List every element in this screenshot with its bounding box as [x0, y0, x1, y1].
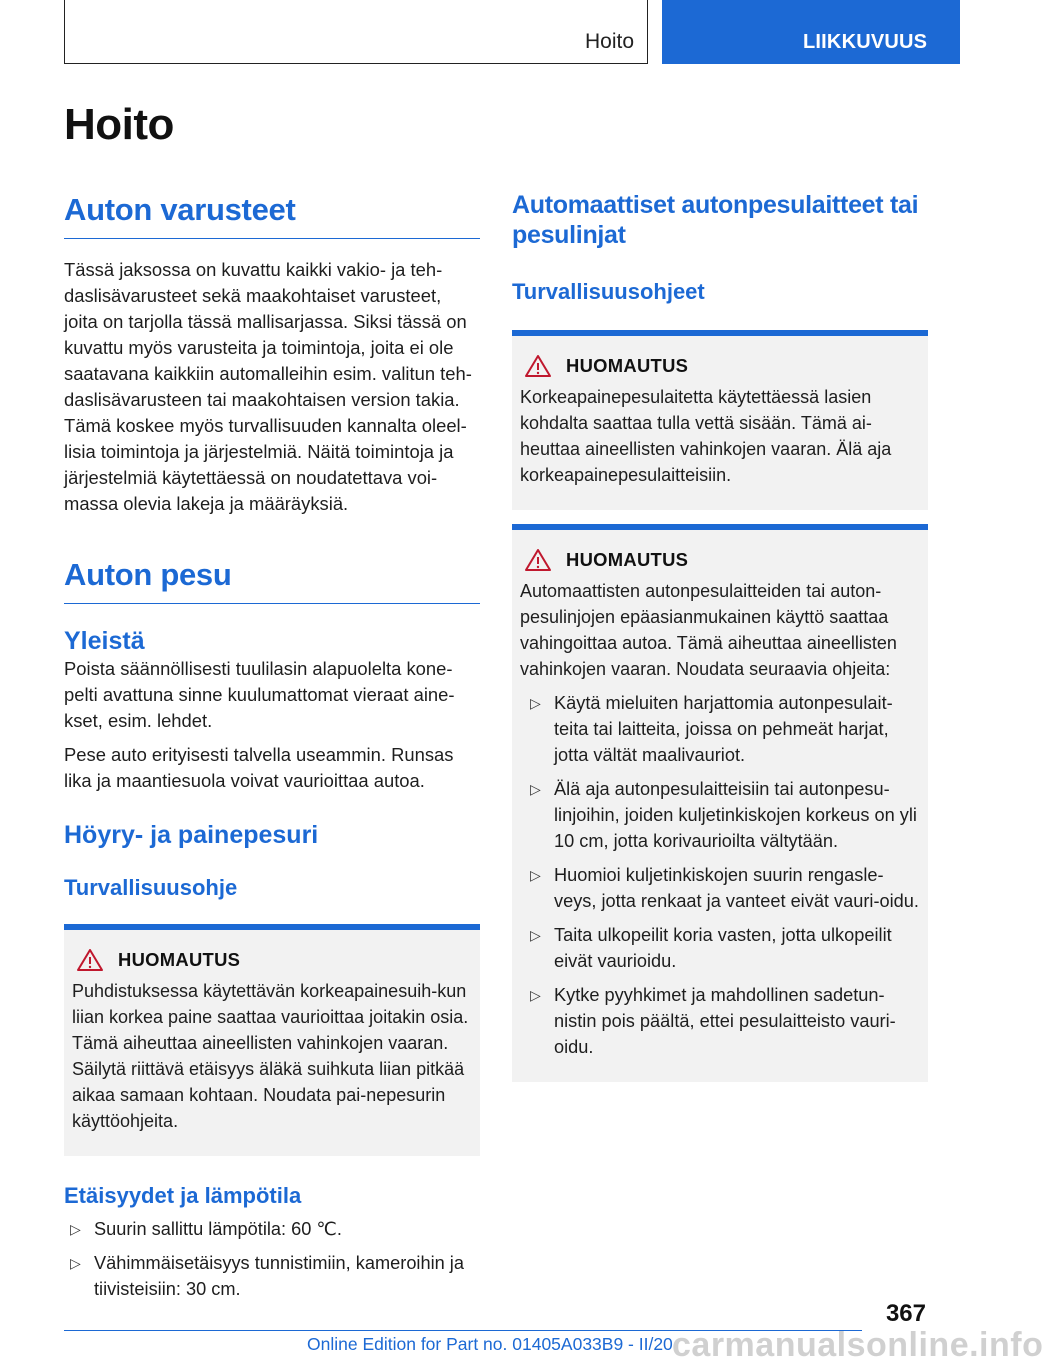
subheading-hoyry-painepesuri: Höyry- ja painepesuri: [64, 821, 319, 849]
notice-label: HUOMAUTUS: [566, 355, 689, 376]
section-heading-auton-pesu: Auton pesu: [64, 555, 480, 604]
footer-edition-text: Online Edition for Part no. 01405A033B9 - II/20: [307, 1334, 673, 1354]
header-box: [64, 0, 648, 64]
list-item: ▷ Käytä mieluiten harjattomia autonpesulait-teita tai laitteita, joissa on pehmeät harjat, jotta vältät maalivauriot.: [524, 690, 920, 768]
pesulinjat-instructions-list: [520, 690, 920, 1060]
triangle-right-bullet-icon: ▷: [530, 927, 541, 943]
notice-text: Korkeapainepesulaitetta käytettäessä lasien kohdalta saattaa tulla vettä sisään. Tämä ai-heuttaa aineellisten vahinkojen vaaran. Älä aja korkeapainepesulaitteisiin.: [520, 387, 892, 485]
subheading-yleista: Yleistä: [64, 627, 145, 655]
subheading-etaisyydet-lampotila: Etäisyydet ja lämpötila: [64, 1183, 302, 1208]
notice-label: HUOMAUTUS: [118, 949, 241, 970]
triangle-right-bullet-icon: ▷: [530, 867, 541, 883]
warning-triangle-icon: [76, 948, 104, 972]
watermark: carmanualsonline.info: [672, 1326, 1043, 1364]
varusteet-body: Tässä jaksossa on kuvattu kaikki vakio- ja teh-daslisävarusteet sekä maakohtaiset varusteet, joita on tarjolla tässä mallisarjassa. Siksi tässä on kuvattu myös varusteita ja toimintoja, joita ei ole saatavana kaikkiin automalleihin esim. valitun teh-daslisävarusteen tai maakohtaisen version takia. Tämä koskee myös turvallisuuden kannalta oleel-lisia toimintoja ja järjestelmiä. Näitä toimintoja ja järjestelmiä käytettäessä on noudatettava voi-massa olevia lakeja ja määräyksiä.: [64, 259, 472, 514]
section-heading-auton-varusteet: Auton varusteet: [64, 190, 480, 239]
page-title: Hoito: [64, 100, 174, 149]
triangle-right-bullet-icon: ▷: [530, 781, 541, 797]
list-item: ▷ Suurin sallittu lämpötila: 60 ℃.: [64, 1216, 480, 1242]
notice-header: [520, 548, 920, 572]
notice-box-korkeapaine: [512, 330, 928, 510]
triangle-right-bullet-icon: ▷: [530, 987, 541, 1003]
triangle-right-bullet-icon: ▷: [70, 1255, 81, 1271]
list-item: ▷ Vähimmäisetäisyys tunnistimiin, kameroihin ja tiivisteisiin: 30 cm.: [64, 1250, 480, 1302]
list-item: ▷ Älä aja autonpesulaitteisiin tai autonpesu-linjoihin, joiden kuljetinkiskojen korkeus on yli 10 cm, jotta korivaurioilta vältytään.: [524, 776, 920, 854]
notice-label: HUOMAUTUS: [566, 549, 689, 570]
header-section-label: Hoito: [584, 30, 634, 53]
warning-triangle-icon: [524, 354, 552, 378]
notice-text: Puhdistuksessa käytettävän korkeapainesuih-kun liian korkea paine saattaa vaurioittaa joitakin osia. Tämä aiheuttaa aineellisten vahinkojen vaaran. Säilytä riittävä etäisyys äläkä suihkuta liian pitkää aikaa samaan kohtaan. Noudata pai-nepesurin käyttöohjeita.: [72, 981, 469, 1131]
subheading-turvallisuusohje: Turvallisuusohje: [64, 875, 238, 900]
section-heading-automaattiset-pesulaitteet: Automaattiset autonpesulaitteet tai pesulinjat: [512, 191, 919, 249]
header-chapter-tab: LIIKKUVUUS: [662, 0, 960, 64]
yleista-paragraph-2: Pese auto erityisesti talvella useammin. Runsas lika ja maantiesuola voivat vaurioittaa autoa.: [64, 744, 454, 791]
notice-header: [520, 354, 920, 378]
list-item: ▷ Huomioi kuljetinkiskojen suurin rengasle-veys, jotta renkaat ja vanteet eivät vauri-oidu.: [524, 862, 920, 914]
notice-box-pesulinjat: [512, 524, 928, 1082]
triangle-right-bullet-icon: ▷: [530, 695, 541, 711]
left-column: [64, 190, 480, 1302]
notice-box-painepesuri: [64, 924, 480, 1156]
list-item: ▷ Kytke pyyhkimet ja mahdollinen sadetun-nistin pois päältä, ettei pesulaitteisto vauri-oidu.: [524, 982, 920, 1060]
warning-triangle-icon: [524, 548, 552, 572]
list-item: ▷ Taita ulkopeilit koria vasten, jotta ulkopeilit eivät vaurioidu.: [524, 922, 920, 974]
subheading-turvallisuusohjeet: Turvallisuusohjeet: [512, 279, 705, 304]
right-column: [512, 190, 928, 1082]
triangle-right-bullet-icon: ▷: [70, 1221, 81, 1237]
notice-text: Automaattisten autonpesulaitteiden tai auton-pesulinjojen epäasianmukainen käyttö saattaa vahingoittaa autoa. Tämä aiheuttaa aineellisten vahinkojen vaaran. Noudata seuraavia ohjeita:: [520, 581, 897, 679]
yleista-paragraph-1: Poista säännöllisesti tuulilasin alapuolelta kone-pelti avattuna sinne kuulumattomat vieraat aine-kset, esim. lehdet.: [64, 658, 455, 731]
notice-header: [72, 948, 472, 972]
page-number: 367: [885, 1300, 926, 1327]
etaisyydet-list: [64, 1216, 480, 1302]
